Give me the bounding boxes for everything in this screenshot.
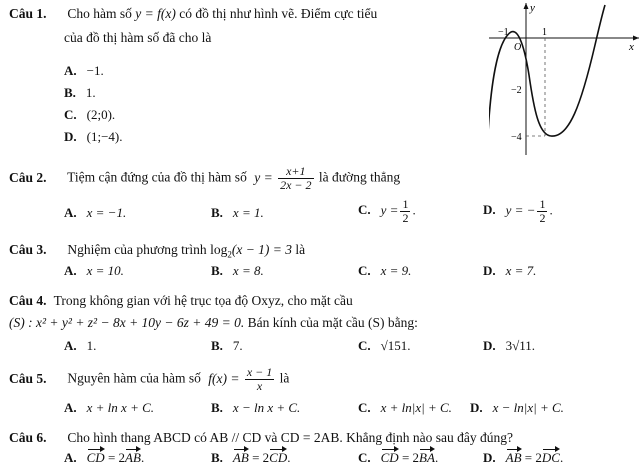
question-6-text: Cho hình thang ABCD có AB // CD và CD = 2AB. Khẳng định nào sau đây đúng? — [67, 430, 513, 445]
question-3-text-a: Nghiệm của phương trình — [67, 242, 207, 257]
question-6-option-d[interactable]: D. AB = 2DC. — [483, 450, 564, 465]
axis-label-x: x — [629, 41, 634, 53]
question-2-text-a: Tiệm cận đứng của đồ thị hàm số — [67, 169, 247, 185]
origin-label: O — [514, 42, 522, 53]
question-1-option-b[interactable]: B. 1. — [64, 85, 96, 100]
question-5-text-a: Nguyên hàm của hàm số — [67, 370, 201, 386]
question-2-func-lhs: y = — [254, 169, 273, 185]
question-3-label: Câu 3. — [9, 242, 47, 257]
question-2 — [9, 165, 400, 192]
question-1-option-c[interactable]: C. (2;0). — [64, 107, 116, 122]
question-4-line2 — [9, 315, 418, 331]
question-5-option-c[interactable]: C. x + ln|x| + C. — [358, 400, 452, 415]
x-axis-arrow — [633, 36, 639, 41]
question-5-text-b: là — [279, 370, 290, 386]
question-3-text-b: là — [295, 242, 306, 257]
question-1-option-a[interactable]: A. −1. — [64, 63, 104, 78]
y-axis-arrow — [524, 3, 529, 9]
sphere-equation: x² + y² + z² − 8x + 10y − 6z + 49 = 0. — [36, 315, 245, 330]
question-2-option-b[interactable]: B. x = 1. — [211, 205, 264, 220]
question-4-option-d[interactable]: D. 3√11. — [483, 338, 536, 353]
question-6-option-c[interactable]: C. CD = 2BA. — [358, 450, 439, 465]
function-graph — [489, 0, 639, 158]
question-3 — [9, 242, 305, 260]
question-6-option-b[interactable]: B. AB = 2CD. — [211, 450, 291, 465]
question-6-label: Câu 6. — [9, 430, 47, 445]
sphere-name: (S) : — [9, 315, 33, 330]
question-4-option-c[interactable]: C. √151. — [358, 338, 411, 353]
question-1-text-a: Cho hàm số — [67, 6, 132, 21]
question-1-option-d[interactable]: D. (1;−4). — [64, 129, 123, 144]
question-2-option-c[interactable]: C. y = $\frac{1}{2}$ . — [358, 197, 416, 225]
question-2-option-a[interactable]: A. x = −1. — [64, 205, 127, 220]
question-2-fraction: $\frac{x+1}{2x - 2}$ — [280, 164, 312, 192]
question-4 — [9, 293, 353, 309]
question-4-option-a[interactable]: A. 1. — [64, 338, 97, 353]
question-2-text-b: là đường thẳng — [318, 169, 401, 185]
question-1-text-b: có đồ thị như hình vẽ. Điểm cực tiểu — [179, 6, 378, 21]
question-6 — [9, 430, 513, 446]
question-3-option-c[interactable]: C. x = 9. — [358, 263, 412, 278]
question-5-option-d[interactable]: D. x − ln|x| + C. — [470, 400, 564, 415]
tick-label-neg1: −1 — [498, 27, 509, 38]
question-4-line2-tail: Bán kính của mặt cầu (S) bằng: — [247, 315, 418, 330]
question-4-line1: Trong không gian với hệ trục tọa độ Oxyz, cho mặt cầu — [53, 293, 353, 308]
question-3-option-b[interactable]: B. x = 8. — [211, 263, 264, 278]
tick-label-1: 1 — [542, 27, 547, 38]
tick-label-neg2: −2 — [511, 85, 522, 96]
question-4-label: Câu 4. — [9, 293, 47, 308]
question-4-option-b[interactable]: B. 7. — [211, 338, 243, 353]
question-5-func-lhs: f(x) = — [208, 370, 240, 386]
question-3-option-d[interactable]: D. x = 7. — [483, 263, 537, 278]
question-2-option-d[interactable]: D. y = − $\frac{1}{2}$ . — [483, 197, 553, 225]
question-1-label: Câu 1. — [9, 6, 47, 21]
question-6-option-a[interactable]: A. CD = 2AB. — [64, 450, 145, 465]
tick-label-neg4: −4 — [511, 132, 522, 143]
question-5-label: Câu 5. — [9, 370, 47, 386]
question-1-function: y = f(x) — [135, 6, 176, 21]
question-2-label: Câu 2. — [9, 169, 47, 185]
question-5-option-a[interactable]: A. x + ln x + C. — [64, 400, 155, 415]
question-5-option-b[interactable]: B. x − ln x + C. — [211, 400, 301, 415]
axis-label-y: y — [530, 2, 535, 14]
question-3-option-a[interactable]: A. x = 10. — [64, 263, 124, 278]
question-5-fraction: $\frac{x - 1}{x}$ — [246, 365, 273, 393]
question-1-line2: của đồ thị hàm số đã cho là — [64, 30, 212, 45]
question-1 — [9, 6, 377, 22]
question-5 — [9, 366, 289, 393]
question-3-equation: $\log_2(x - 1) = 3$ — [210, 242, 293, 260]
